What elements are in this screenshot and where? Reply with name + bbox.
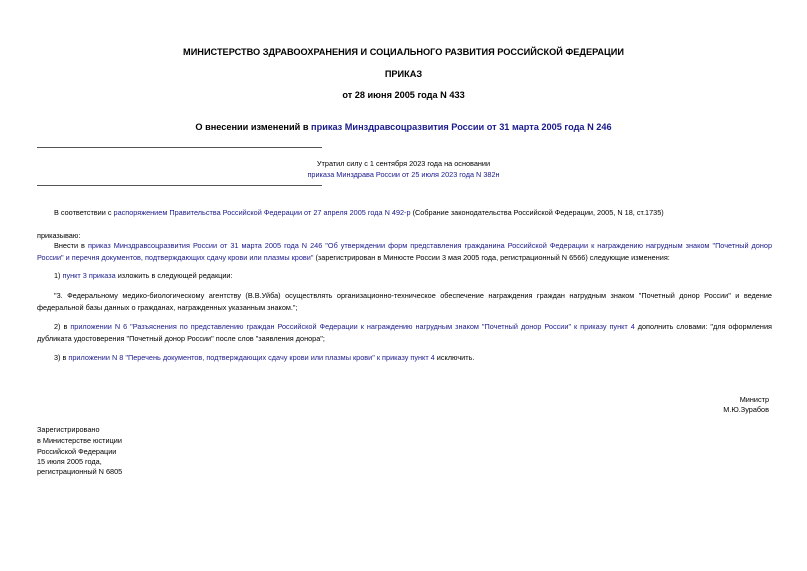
intro-link[interactable]: приказ Минздравсоцразвития России от 31 марта 2005 года N 246 "Об утверждении форм представления гражданина Российской Федерации к награждению нагрудным знаком "Почетный донор России" и перечня документов, подтверждающих сдачу крови или плазмы крови" [37, 241, 773, 262]
notice-top-divider [37, 147, 322, 148]
registration-line5: регистрационный N 6805 [37, 467, 123, 476]
item-3 [54, 352, 774, 364]
preamble-link[interactable]: распоряжением Правительства Российской Федерации от 27 апреля 2005 года N 492-р [113, 208, 411, 217]
item-2-suffix: дополнить словами: "для оформления дубликата удостоверения "Почетный донор России" после слов "заявления донора"; [37, 322, 772, 343]
subject-link[interactable]: приказ Минздравсоцразвития России от 31 марта 2005 года N 246 [311, 122, 612, 132]
ministry-title: МИНИСТЕРСТВО ЗДРАВООХРАНЕНИЯ И СОЦИАЛЬНОГО РАЗВИТИЯ РОССИЙСКОЙ ФЕДЕРАЦИИ [183, 47, 624, 57]
notice-link[interactable]: приказа Минздрава России от 25 июля 2023 года N 382н [307, 170, 500, 179]
preamble-prefix: В соответствии с [54, 208, 114, 217]
quote-paragraph: "3. Федеральному медико-биологическому агентству (В.В.Уйба) осуществлять организационно-техническое обеспечение награждения граждан нагрудным знаком "Почетный донор России" и ведение федеральной базы данных о гражданах, награжденных указанным знаком."; [37, 291, 772, 312]
signature-title: Министр [739, 395, 769, 404]
preamble-paragraph [54, 207, 774, 219]
doc-subject-prefix: О внесении изменений в [195, 122, 312, 132]
item-1-suffix: изложить в следующей редакции: [115, 271, 233, 280]
registration-line1: Зарегистрировано [37, 425, 100, 434]
doc-date-number: от 28 июня 2005 года N 433 [342, 90, 465, 100]
item-1-link[interactable]: пункт 3 приказа [62, 271, 116, 280]
doc-type-title: ПРИКАЗ [384, 69, 423, 79]
doc-subject [0, 122, 807, 132]
item-3-suffix: исключить. [434, 353, 475, 362]
intro-prefix: Внести в [54, 241, 88, 250]
order-word: приказываю: [37, 231, 81, 240]
notice-line1: Утратил силу с 1 сентября 2023 года на основании [316, 159, 491, 168]
notice-bottom-divider [37, 185, 322, 186]
registration-line3: Российской Федерации [37, 447, 117, 456]
registration-line4: 15 июля 2005 года, [37, 457, 102, 466]
preamble-suffix: (Собрание законодательства Российской Федерации, 2005, N 18, ст.1735) [410, 208, 664, 217]
item-1-num: 1) [54, 271, 63, 280]
registration-line2: в Министерстве юстиции [37, 436, 122, 445]
item-3-link[interactable]: приложении N 8 "Перечень документов, подтверждающих сдачу крови или плазмы крови" к приказу пункт 4 [68, 353, 435, 362]
item-1 [54, 270, 233, 282]
notice-line2 [0, 170, 807, 179]
item-2-link[interactable]: приложении N 6 "Разъяснения по представлению граждан Российской Федерации к награждению нагрудным знаком "Почетный донор России" к приказу пункт 4 [70, 322, 635, 331]
item-2-num: 2) в [54, 322, 71, 331]
item-2 [37, 321, 772, 344]
intro-suffix: (зарегистрирован в Минюсте России 3 мая 2005 года, регистрационный N 6566) следующие изменения: [313, 252, 670, 262]
item-3-num: 3) в [54, 353, 69, 362]
intro-paragraph [37, 240, 772, 263]
signature-name: М.Ю.Зурабов [723, 405, 769, 414]
